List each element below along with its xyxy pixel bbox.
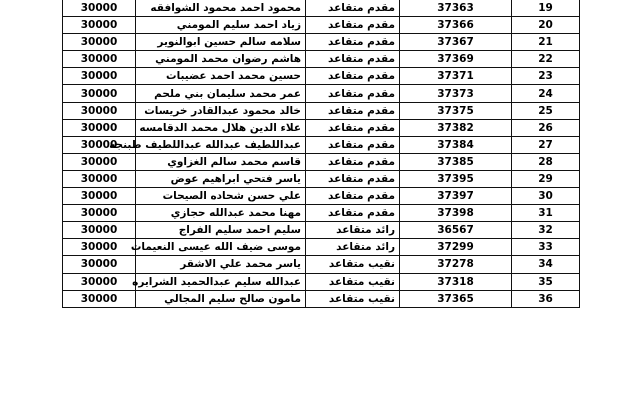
name-cell: عبدالله سليم عبدالحميد الشرايره: [136, 273, 306, 290]
military-number-cell: 37397: [400, 188, 512, 205]
amount-cell: 30000: [63, 222, 136, 239]
sequence-cell: 33: [512, 239, 580, 256]
table-row: [63, 222, 580, 239]
table-row: [63, 153, 580, 170]
table-row: [63, 290, 580, 307]
table-row: [63, 119, 580, 136]
amount-cell: 30000: [63, 153, 136, 170]
sequence-cell: 28: [512, 153, 580, 170]
table-row: [63, 205, 580, 222]
military-number-cell: 37366: [400, 17, 512, 34]
military-number-cell: 37385: [400, 153, 512, 170]
rank-cell: مقدم متقاعد: [306, 0, 400, 17]
rank-cell: مقدم متقاعد: [306, 170, 400, 187]
name-cell: سليم احمد سليم الفراج: [136, 222, 306, 239]
amount-cell: 30000: [63, 136, 136, 153]
sequence-cell: 29: [512, 170, 580, 187]
name-cell: عمر محمد سليمان بني ملحم: [136, 85, 306, 102]
table-row: [63, 68, 580, 85]
amount-cell: 30000: [63, 85, 136, 102]
table-row: [63, 188, 580, 205]
amount-cell: 30000: [63, 188, 136, 205]
military-number-cell: 36567: [400, 222, 512, 239]
rank-cell: رائد متقاعد: [306, 239, 400, 256]
military-number-cell: 37369: [400, 51, 512, 68]
name-cell: عبداللطيف عبدالله عبداللطيف طبنجه: [136, 136, 306, 153]
table-row: [63, 256, 580, 273]
military-number-cell: 37395: [400, 170, 512, 187]
amount-cell: 30000: [63, 68, 136, 85]
rank-cell: نقيب متقاعد: [306, 273, 400, 290]
name-cell: ياسر فتحي ابراهيم عوض: [136, 170, 306, 187]
table-row: [63, 273, 580, 290]
amount-cell: 30000: [63, 0, 136, 17]
sequence-cell: 31: [512, 205, 580, 222]
sequence-cell: 25: [512, 102, 580, 119]
sequence-cell: 22: [512, 51, 580, 68]
rank-cell: مقدم متقاعد: [306, 136, 400, 153]
amount-cell: 30000: [63, 170, 136, 187]
amount-cell: 30000: [63, 51, 136, 68]
name-cell: علي حسن شحاده الصيحات: [136, 188, 306, 205]
amount-cell: 30000: [63, 102, 136, 119]
table-row: [63, 239, 580, 256]
amount-cell: 30000: [63, 239, 136, 256]
name-cell: محمود احمد محمود الشوافقه: [136, 0, 306, 17]
military-number-cell: 37278: [400, 256, 512, 273]
rank-cell: رائد متقاعد: [306, 222, 400, 239]
table-row: [63, 102, 580, 119]
table-row: [63, 85, 580, 102]
retirees-table-body: [63, 0, 580, 307]
sequence-cell: 19: [512, 0, 580, 17]
name-cell: مامون صالح سليم المجالي: [136, 290, 306, 307]
military-number-cell: 37384: [400, 136, 512, 153]
rank-cell: مقدم متقاعد: [306, 188, 400, 205]
amount-cell: 30000: [63, 119, 136, 136]
name-cell: علاء الدين هلال محمد الدقامسه: [136, 119, 306, 136]
military-number-cell: 37382: [400, 119, 512, 136]
table-row: [63, 51, 580, 68]
military-number-cell: 37363: [400, 0, 512, 17]
sequence-cell: 32: [512, 222, 580, 239]
rank-cell: مقدم متقاعد: [306, 68, 400, 85]
rank-cell: مقدم متقاعد: [306, 205, 400, 222]
military-number-cell: 37299: [400, 239, 512, 256]
rank-cell: مقدم متقاعد: [306, 34, 400, 51]
sequence-cell: 27: [512, 136, 580, 153]
military-number-cell: 37371: [400, 68, 512, 85]
name-cell: قاسم محمد سالم الغزاوي: [136, 153, 306, 170]
sequence-cell: 30: [512, 188, 580, 205]
name-cell: ياسر محمد علي الاشقر: [136, 256, 306, 273]
table-row: [63, 17, 580, 34]
amount-cell: 30000: [63, 34, 136, 51]
sequence-cell: 26: [512, 119, 580, 136]
amount-cell: 30000: [63, 273, 136, 290]
amount-cell: 30000: [63, 290, 136, 307]
rank-cell: مقدم متقاعد: [306, 153, 400, 170]
rank-cell: نقيب متقاعد: [306, 256, 400, 273]
name-cell: موسى ضيف الله عيسى النعيمات: [136, 239, 306, 256]
table-row: [63, 136, 580, 153]
rank-cell: مقدم متقاعد: [306, 85, 400, 102]
sequence-cell: 20: [512, 17, 580, 34]
military-number-cell: 37367: [400, 34, 512, 51]
retirees-table: [62, 0, 580, 308]
name-cell: زياد احمد سليم المومني: [136, 17, 306, 34]
sequence-cell: 35: [512, 273, 580, 290]
rank-cell: مقدم متقاعد: [306, 102, 400, 119]
amount-cell: 30000: [63, 205, 136, 222]
sequence-cell: 34: [512, 256, 580, 273]
rank-cell: مقدم متقاعد: [306, 51, 400, 68]
name-cell: حسين محمد احمد عضيبات: [136, 68, 306, 85]
sequence-cell: 36: [512, 290, 580, 307]
military-number-cell: 37375: [400, 102, 512, 119]
table-row: [63, 0, 580, 17]
amount-cell: 30000: [63, 17, 136, 34]
military-number-cell: 37365: [400, 290, 512, 307]
name-cell: هاشم رضوان محمد المومني: [136, 51, 306, 68]
table-row: [63, 34, 580, 51]
rank-cell: مقدم متقاعد: [306, 17, 400, 34]
sequence-cell: 24: [512, 85, 580, 102]
military-number-cell: 37318: [400, 273, 512, 290]
name-cell: خالد محمود عبدالقادر خريسات: [136, 102, 306, 119]
name-cell: سلامه سالم حسين ابوالنوير: [136, 34, 306, 51]
military-number-cell: 37398: [400, 205, 512, 222]
rank-cell: مقدم متقاعد: [306, 119, 400, 136]
table-row: [63, 170, 580, 187]
sequence-cell: 23: [512, 68, 580, 85]
military-number-cell: 37373: [400, 85, 512, 102]
sequence-cell: 21: [512, 34, 580, 51]
rank-cell: نقيب متقاعد: [306, 290, 400, 307]
name-cell: مهنا محمد عبدالله حجازي: [136, 205, 306, 222]
amount-cell: 30000: [63, 256, 136, 273]
